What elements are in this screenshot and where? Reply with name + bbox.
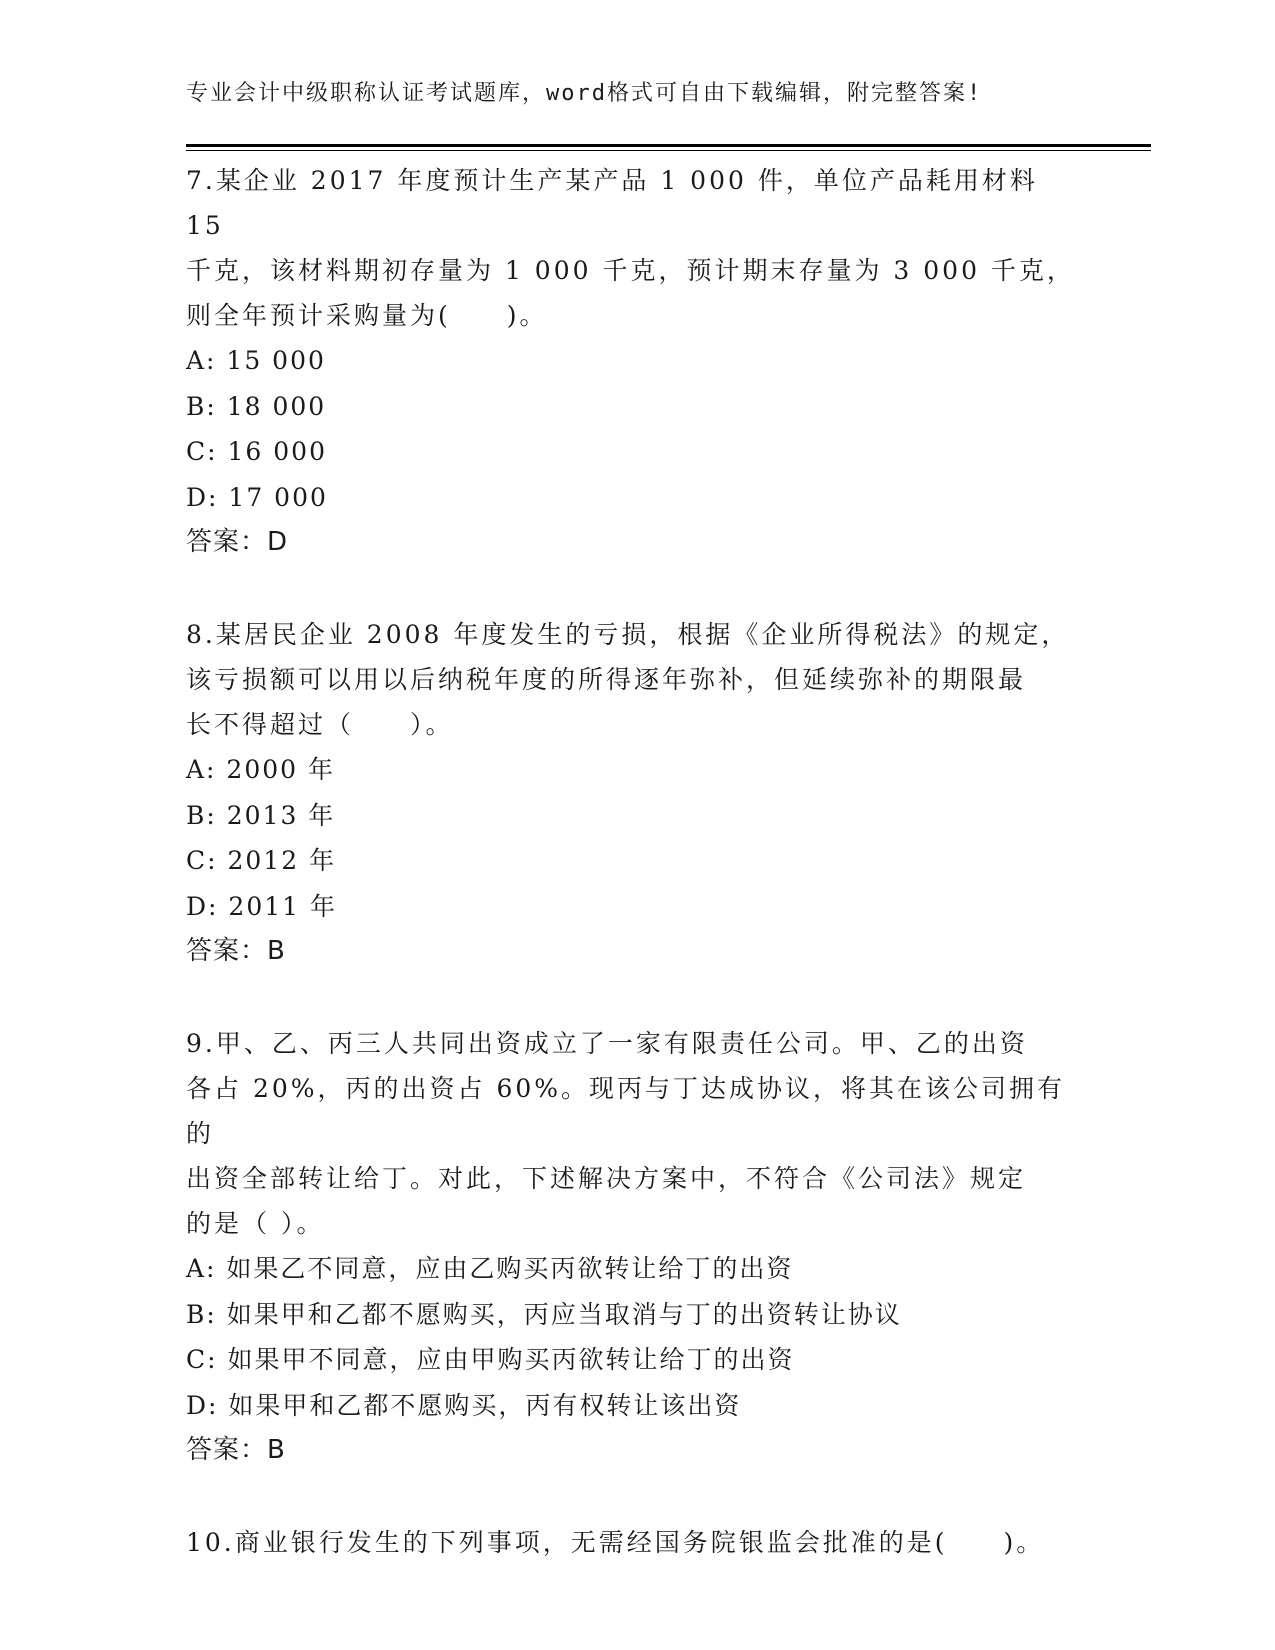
question-gap xyxy=(186,565,1086,612)
question-gap xyxy=(186,1473,1086,1520)
question-9 xyxy=(186,1021,1086,1473)
stem-line: 8.某居民企业 2008 年度发生的亏损，根据《企业所得税法》的规定， xyxy=(186,620,1070,649)
option-c: C: 如果甲不同意，应由甲购买丙欲转让给丁的出资 xyxy=(186,1345,795,1374)
option-c: C: 2012 年 xyxy=(186,846,337,875)
option-c: C: 16 000 xyxy=(186,437,327,466)
header-rule-thick xyxy=(186,144,1151,147)
option-a: A: 15 000 xyxy=(186,346,326,375)
stem-line: 10.商业银行发生的下列事项，无需经国务院银监会批准的是( )。 xyxy=(186,1528,1045,1557)
question-gap xyxy=(186,974,1086,1021)
stem-line: 千克，该材料期初存量为 1 000 千克，预计期末存量为 3 000 千克， xyxy=(186,256,1075,285)
stem-line: 出资全部转让给丁。对此，下述解决方案中，不符合《公司法》规定 xyxy=(186,1164,1027,1193)
header-rule-thin xyxy=(186,150,1151,151)
question-stem xyxy=(186,158,1086,338)
option-b: B: 2013 年 xyxy=(186,800,336,830)
page-header: 专业会计中级职称认证考试题库，word格式可自由下载编辑，附完整答案! xyxy=(186,81,983,106)
stem-line: 该亏损额可以用以后纳税年度的所得逐年弥补，但延续弥补的期限最 xyxy=(186,665,1027,694)
question-8 xyxy=(186,612,1086,974)
stem-line: 的是（ ）。 xyxy=(186,1209,325,1238)
option-d: D: 如果甲和乙都不愿购买，丙有权转让该出资 xyxy=(186,1390,742,1420)
answer: 答案：D xyxy=(186,527,289,557)
stem-line: 长不得超过（ ）。 xyxy=(186,710,454,739)
question-stem xyxy=(186,1520,1086,1565)
stem-line: 各占 20%，丙的出资占 60%。现丙与丁达成协议，将其在该公司拥有的 xyxy=(186,1074,1066,1148)
option-b: B: 18 000 xyxy=(186,391,327,421)
stem-line: 9.甲、乙、丙三人共同出资成立了一家有限责任公司。甲、乙的出资 xyxy=(186,1029,1028,1058)
option-b: B: 如果甲和乙都不愿购买，丙应当取消与丁的出资转让协议 xyxy=(186,1299,902,1329)
question-list xyxy=(186,158,1086,1565)
stem-line: 7.某企业 2017 年度预计生产某产品 1 000 件，单位产品耗用材料 15 xyxy=(186,166,1038,240)
answer: 答案：B xyxy=(186,936,286,966)
option-d: D: 17 000 xyxy=(186,482,328,512)
question-7 xyxy=(186,158,1086,565)
stem-line: 则全年预计采购量为( )。 xyxy=(186,301,548,330)
question-stem xyxy=(186,612,1086,747)
option-a: A: 2000 年 xyxy=(186,755,335,784)
option-a: A: 如果乙不同意，应由乙购买丙欲转让给丁的出资 xyxy=(186,1254,794,1283)
answer: 答案：B xyxy=(186,1435,286,1465)
question-stem xyxy=(186,1021,1086,1246)
option-d: D: 2011 年 xyxy=(186,891,337,921)
question-10 xyxy=(186,1520,1086,1565)
